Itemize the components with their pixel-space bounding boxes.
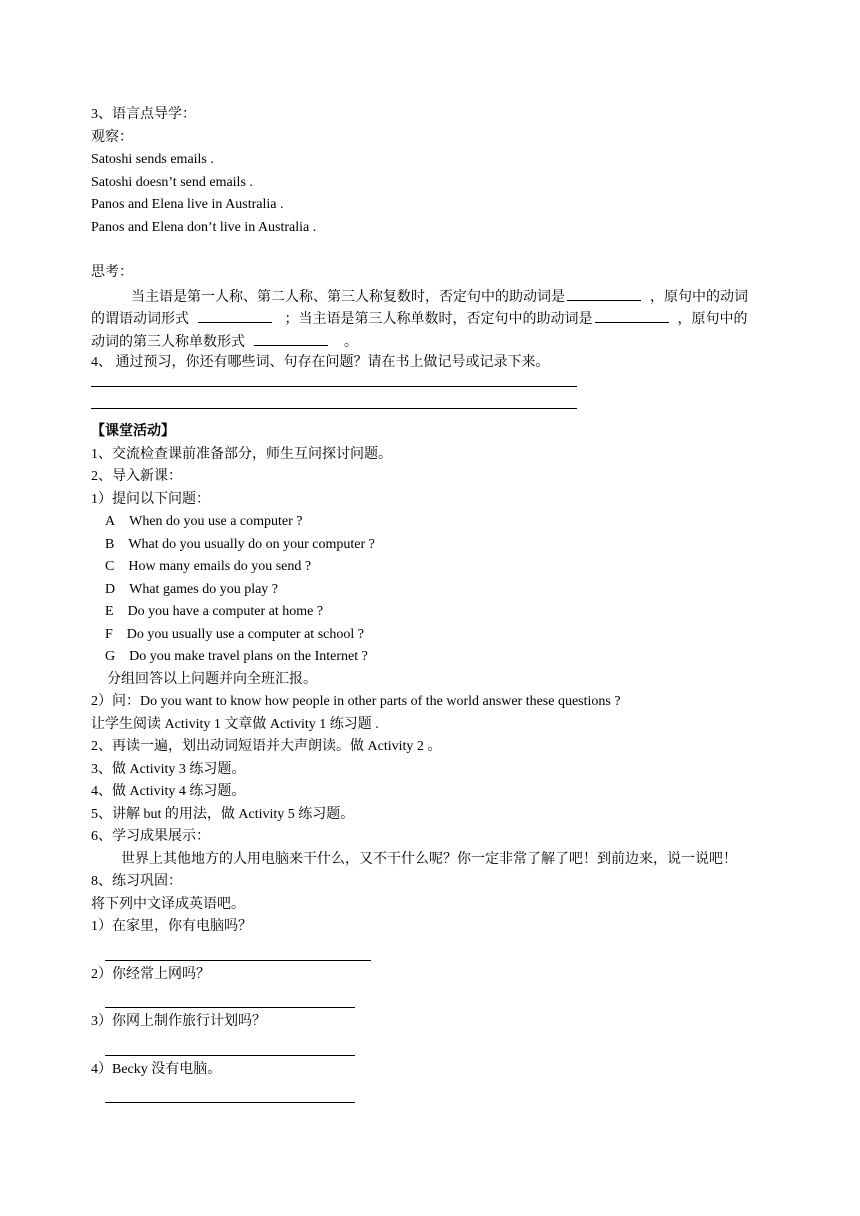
- question-letter: E: [105, 604, 114, 619]
- group-report: 分组回答以上问题并向全班汇报。: [107, 671, 317, 687]
- answer-line[interactable]: [105, 1034, 355, 1056]
- practice-title: 8、练习巩固：: [91, 874, 182, 889]
- fill-blank[interactable]: [198, 307, 272, 323]
- question-text: Do you have a computer at home ?: [127, 604, 324, 619]
- question-item: [91, 511, 800, 534]
- think-paragraph-line-2: [91, 307, 800, 330]
- activity-heading: 【课堂活动】: [91, 424, 175, 439]
- fill-blank[interactable]: [567, 285, 641, 301]
- section-3: [91, 104, 800, 239]
- section-4-text: 4、 通过预习，你还有哪些词、句存在问题？请在书上做记号或记录下来。: [91, 355, 550, 370]
- classroom-activity: [91, 421, 800, 1103]
- question-item: [91, 624, 800, 647]
- activity-line: 2、导入新课：: [91, 469, 182, 484]
- activity-line: 3、做 Activity 3 练习题。: [91, 761, 246, 777]
- activity-line: 4、做 Activity 4 练习题。: [91, 784, 246, 799]
- question-text: Do you make travel plans on the Internet ?: [129, 649, 368, 664]
- question-item: [91, 534, 800, 557]
- section-3-title: 3、语言点导学：: [91, 107, 196, 122]
- think-text: 当主语是第一人称、第二人称、第三人称复数时，否定句中的助动词是: [131, 289, 565, 305]
- activity-line: 6、学习成果展示：: [91, 829, 210, 844]
- question-text: Do you usually use a computer at school ?: [126, 626, 364, 642]
- question-letter: D: [105, 581, 116, 597]
- think-text: 的谓语动词形式: [91, 312, 189, 327]
- answer-rule[interactable]: [91, 387, 577, 409]
- think-text: ，原句中的: [677, 312, 748, 327]
- think-paragraph-line-1: [91, 285, 800, 308]
- question-text: What games do you play ?: [129, 581, 279, 597]
- example-sentence: Panos and Elena live in Australia .: [91, 197, 284, 212]
- think-label: 思考：: [91, 265, 133, 280]
- activity-line: 让学生阅读 Activity 1 文章做 Activity 1 练习题 .: [91, 716, 379, 732]
- translation-prompt: 4）Becky 没有电脑。: [91, 1061, 222, 1077]
- activity-line: 2）问：Do you want to know how people in other parts of the world answer these questions ?: [91, 694, 621, 709]
- example-sentence: Panos and Elena don’t live in Australia .: [91, 219, 317, 235]
- translation-prompt: 2）你经常上网吗？: [91, 966, 210, 982]
- answer-line[interactable]: [105, 986, 355, 1008]
- practice-instruction: 将下列中文译成英语吧。: [91, 896, 245, 912]
- question-letter: G: [105, 649, 116, 664]
- answer-line[interactable]: [105, 1081, 355, 1103]
- question-item: [91, 646, 800, 669]
- answer-rule[interactable]: [91, 375, 577, 387]
- question-text: How many emails do you send ?: [128, 559, 312, 574]
- translation-prompt: 1）在家里，你有电脑吗？: [91, 919, 252, 934]
- activity-line: 2、再读一遍，划出动词短语并大声朗读。做 Activity 2 。: [91, 739, 442, 754]
- activity-line: 1、交流检查课前准备部分，师生互问探讨问题。: [91, 446, 392, 462]
- example-sentence: Satoshi doesn’t send emails .: [91, 174, 253, 190]
- fill-blank[interactable]: [595, 307, 669, 323]
- question-text: What do you usually do on your computer ?: [128, 536, 375, 552]
- question-text: When do you use a computer ?: [129, 514, 303, 529]
- question-letter: A: [105, 514, 116, 529]
- question-letter: B: [105, 536, 115, 552]
- observe-label: 观察：: [91, 129, 133, 145]
- question-letter: F: [105, 626, 113, 642]
- activity-line: 1）提问以下问题：: [91, 491, 210, 507]
- fill-blank[interactable]: [254, 330, 328, 346]
- example-sentence: Satoshi sends emails .: [91, 152, 214, 167]
- think-text: 动词的第三人称单数形式: [91, 334, 245, 350]
- think-text: 。: [344, 334, 358, 350]
- question-item: [91, 601, 800, 624]
- question-item: [91, 579, 800, 602]
- answer-line[interactable]: [105, 939, 371, 961]
- think-text: ，原句中的动词: [650, 289, 748, 305]
- question-letter: C: [105, 559, 115, 574]
- show-text: 世界上其他地方的人用电脑来干什么，又不干什么呢？你一定非常了解了吧！到前边来，说一说吧！: [121, 851, 737, 867]
- activity-line: 5、讲解 but 的用法，做 Activity 5 练习题。: [91, 806, 355, 822]
- question-item: [91, 556, 800, 579]
- think-text: ；当主语是第三人称单数时，否定句中的助动词是: [284, 312, 593, 327]
- translation-prompt: 3）你网上制作旅行计划吗？: [91, 1014, 266, 1029]
- think-paragraph-line-3: [91, 330, 800, 353]
- think-section: [91, 262, 800, 409]
